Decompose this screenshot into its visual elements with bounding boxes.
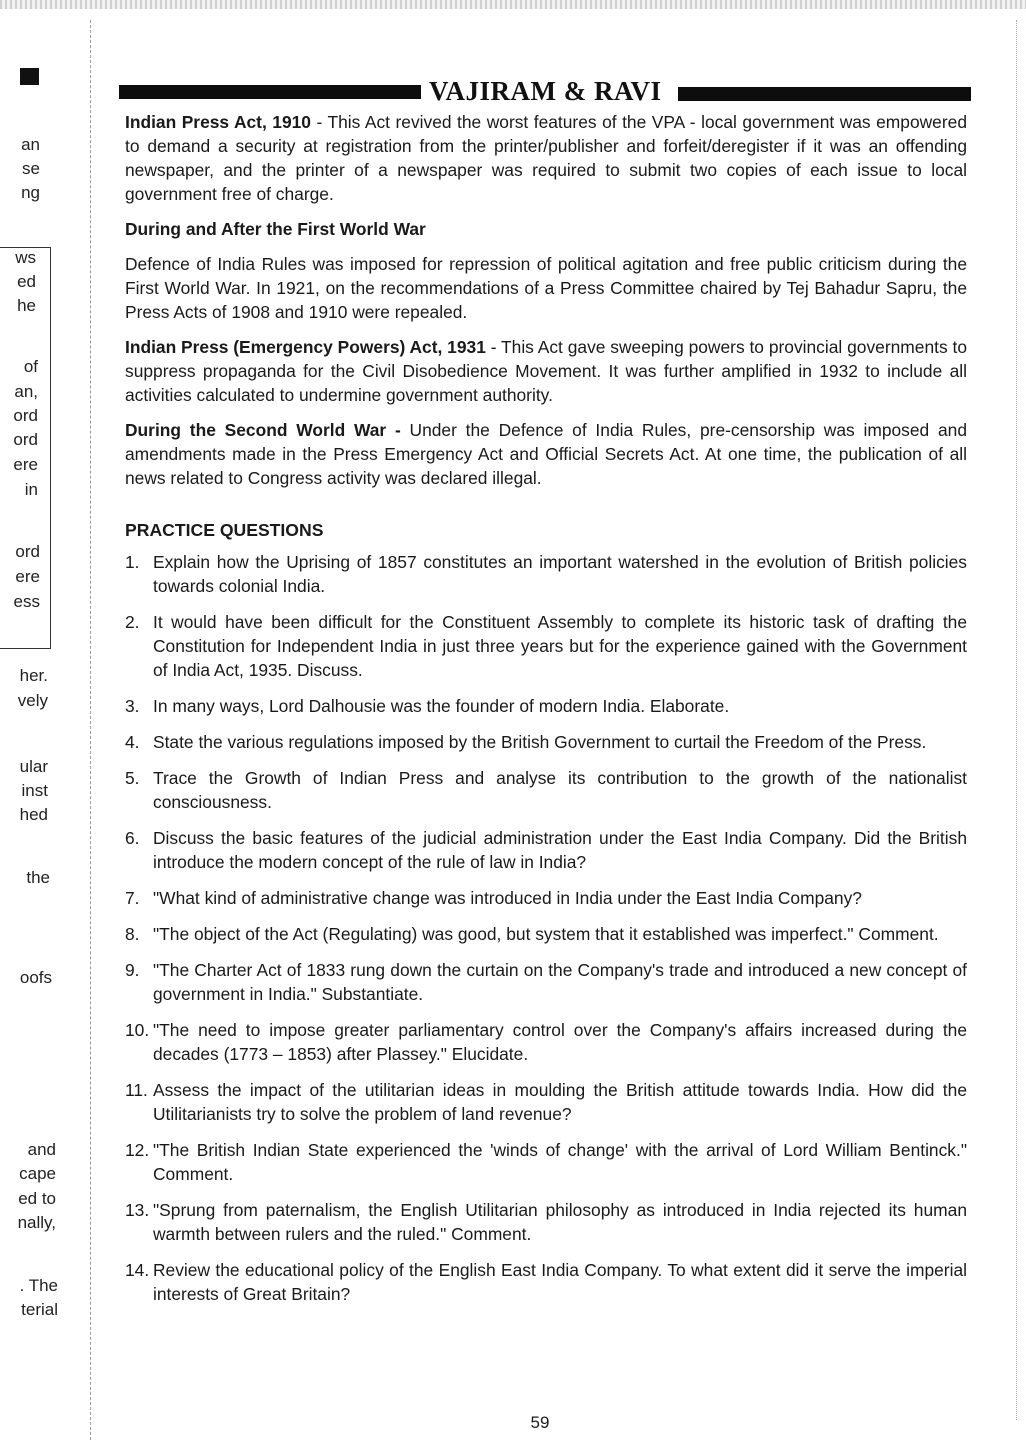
adjacent-fragment: ere xyxy=(13,455,38,474)
adjacent-fragment: ed xyxy=(17,272,36,291)
question-text: Assess the impact of the utilitarian ideas in moulding the British attitude towards India. How did the Utilitarianists try to solve the problem of land revenue? xyxy=(153,1080,967,1124)
question-number: 5. xyxy=(125,768,140,788)
list-item xyxy=(125,610,967,682)
question-text: "The need to impose greater parliamentary control over the Company's affairs increased during the decades (1773 – 1853) after Plassey." Elucidate. xyxy=(153,1020,967,1064)
practice-questions-list xyxy=(125,550,967,1306)
question-number: 1. xyxy=(125,552,140,572)
section-lead: Indian Press Act, 1910 xyxy=(125,112,311,132)
question-text: "Sprung from paternalism, the English Utilitarian philosophy as introduced in India rejected its human warmth between rulers and the ruled." Comment. xyxy=(153,1200,967,1244)
adjacent-fragment: the xyxy=(26,868,50,887)
adjacent-fragment: ord xyxy=(13,430,38,449)
adjacent-fragment: inst xyxy=(21,781,48,800)
question-text: "The Charter Act of 1833 rung down the curtain on the Company's trade and introduced a new concept of government in India." Substantiate. xyxy=(153,960,967,1004)
question-text: It would have been difficult for the Constituent Assembly to complete its historic task of drafting the Constitution for Independent India in just three years but for the experience gained with the Government of India Act, 1935. Discuss. xyxy=(153,612,967,680)
adjacent-fragment: vely xyxy=(17,691,48,710)
list-item xyxy=(125,730,967,754)
question-text: In many ways, Lord Dalhousie was the founder of modern India. Elaborate. xyxy=(153,696,730,716)
question-number: 13. xyxy=(125,1200,150,1220)
adjacent-fragment: ord xyxy=(15,542,40,561)
adjacent-fragment: in xyxy=(24,480,38,499)
question-number: 10. xyxy=(125,1020,150,1040)
question-text: State the various regulations imposed by the British Government to curtail the Freedom of the Press. xyxy=(153,732,927,752)
section-lead: Indian Press (Emergency Powers) Act, 1931 xyxy=(125,337,486,357)
adjacent-fragment: an xyxy=(21,135,40,154)
section-lead: During the Second World War - xyxy=(125,420,401,440)
page-content xyxy=(125,110,967,1318)
adjacent-fragment: oofs xyxy=(19,968,52,987)
question-number: 7. xyxy=(125,888,140,908)
section-text: - This Act revived the worst features of the VPA - local government was empowered to demand a security at registration from the printer/publisher and forfeit/deregister if it was an offending newspaper, and the printer of a newspaper was required to submit two copies of each issue to local government free of charge. xyxy=(125,112,967,204)
question-text: "The object of the Act (Regulating) was good, but system that it established was imperfect." Comment. xyxy=(153,924,939,944)
question-number: 12. xyxy=(125,1140,150,1160)
list-item xyxy=(125,886,967,910)
section-text: Defence of India Rules was imposed for repression of political agitation and free public criticism during the First World War. In 1921, on the recommendations of a Press Committee chaired by Tej Bahadur Sapru, the Press Acts of 1908 and 1910 were repealed. xyxy=(125,254,967,322)
adjacent-fragment: ord xyxy=(13,406,38,425)
question-text: Discuss the basic features of the judicial administration under the East India Company. Did the British introduce the modern concept of the rule of law in India? xyxy=(153,828,967,872)
page-number: 59 xyxy=(530,1413,550,1432)
question-number: 6. xyxy=(125,828,140,848)
adjacent-fragment: ess xyxy=(13,592,40,611)
section-defence-rules xyxy=(125,252,967,324)
question-text: "What kind of administrative change was introduced in India under the East India Company? xyxy=(153,888,862,908)
header-title: VAJIRAM & RAVI xyxy=(429,76,662,106)
adjacent-fragment: ere xyxy=(15,567,40,586)
adjacent-fragment: ws xyxy=(15,248,36,267)
list-item xyxy=(125,1018,967,1066)
adjacent-fragment: nally, xyxy=(17,1213,56,1232)
adjacent-fragment: of xyxy=(23,357,38,376)
section-emergency-powers-act xyxy=(125,335,967,407)
section-press-act-1910 xyxy=(125,110,967,206)
adjacent-fragment: he xyxy=(17,296,36,315)
list-item xyxy=(125,1078,967,1126)
header-bar-right xyxy=(678,87,971,101)
adjacent-fragment: hed xyxy=(19,805,48,824)
list-item xyxy=(125,1198,967,1246)
adjacent-fragment: ng xyxy=(21,183,40,202)
question-text: "The British Indian State experienced the 'winds of change' with the arrival of Lord William Bentinck." Comment. xyxy=(153,1140,967,1184)
practice-questions-heading: PRACTICE QUESTIONS xyxy=(125,520,324,540)
list-item xyxy=(125,958,967,1006)
section-second-world-war xyxy=(125,418,967,490)
list-item xyxy=(125,922,967,946)
adjacent-fragment: her. xyxy=(19,666,48,685)
question-number: 11. xyxy=(125,1080,148,1100)
section-text: Under the Defence of India Rules, pre-censorship was imposed and amendments made in the Press Emergency Act and Official Secrets Act. At one time, the publication of all news related to Congress activity was declared illegal. xyxy=(125,420,968,488)
question-text: Trace the Growth of Indian Press and analyse its contribution to the growth of the nationalist consciousness. xyxy=(153,768,967,812)
question-number: 2. xyxy=(125,612,140,632)
list-item xyxy=(125,1258,967,1306)
question-number: 4. xyxy=(125,732,140,752)
header-bar-left xyxy=(119,85,421,99)
adjacent-fragment: . The xyxy=(19,1276,58,1295)
question-number: 8. xyxy=(125,924,140,944)
margin-marker-square xyxy=(20,68,39,85)
list-item xyxy=(125,1138,967,1186)
adjacent-fragment: ed to xyxy=(18,1189,56,1208)
page-right-edge xyxy=(1016,20,1018,1420)
section-heading: During and After the First World War xyxy=(125,219,426,239)
adjacent-fragment: ular xyxy=(19,757,48,776)
list-item xyxy=(125,550,967,598)
question-text: Explain how the Uprising of 1857 constitutes an important watershed in the evolution of British policies towards colonial India. xyxy=(153,552,967,596)
adjacent-fragment: cape xyxy=(19,1164,56,1183)
list-item xyxy=(125,826,967,874)
adjacent-fragment: an, xyxy=(14,382,38,401)
question-number: 9. xyxy=(125,960,140,980)
section-text: - This Act gave sweeping powers to provincial governments to suppress propaganda for the Civil Disobedience Movement. It was further amplified in 1932 to include all activities calculated to undermine government authority. xyxy=(125,337,967,405)
adjacent-fragment: se xyxy=(22,159,40,178)
adjacent-fragment: terial xyxy=(21,1300,58,1319)
binding-gutter-line xyxy=(90,20,92,1440)
list-item xyxy=(125,694,967,718)
adjacent-fragment: and xyxy=(27,1140,56,1159)
question-number: 14. xyxy=(125,1260,150,1280)
question-text: Review the educational policy of the English East India Company. To what extent did it serve the imperial interests of Great Britain? xyxy=(153,1260,967,1304)
question-number: 3. xyxy=(125,696,140,716)
list-item xyxy=(125,766,967,814)
scan-edge-noise xyxy=(0,0,1026,9)
